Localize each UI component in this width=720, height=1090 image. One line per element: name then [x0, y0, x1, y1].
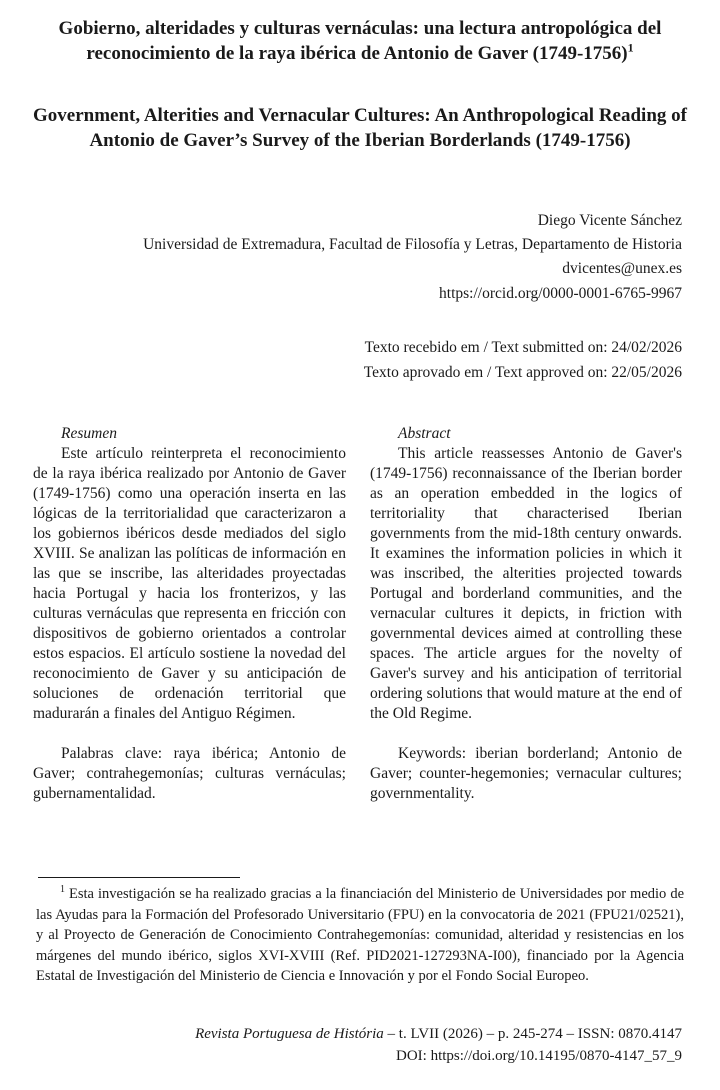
footnote-divider — [38, 877, 240, 878]
resumen-heading: Resumen — [61, 425, 117, 442]
footnote — [36, 884, 684, 987]
abstract-heading: Abstract — [398, 425, 451, 442]
author-orcid-link[interactable]: https://orcid.org/0000-0001-6765-9967 — [439, 285, 682, 302]
abstract-column — [370, 424, 682, 804]
english-title: Government, Alterities and Vernacular Cultures: An Anthropological Reading of Antonio de Gaver’s Survey of the Iberian Borderlands (1749-1756) — [33, 105, 687, 151]
abstract-keywords: Keywords: iberian borderland; Antonio de Gaver; counter-hegemonies; vernacular cultures; governmentality. — [370, 745, 682, 802]
spanish-title-text: Gobierno, alteridades y culturas vernáculas: una lectura antropológica del reconocimiento de la raya ibérica de Antonio de Gaver (1749-1756) — [58, 18, 662, 64]
author-affiliation: Universidad de Extremadura, Facultad de Filosofía y Letras, Departamento de Historia — [143, 236, 682, 253]
resumen-keywords: Palabras clave: raya ibérica; Antonio de Gaver; contrahegemonías; culturas vernáculas; gubernamentalidad. — [33, 745, 346, 802]
resumen-body: Este artículo reinterpreta el reconocimiento de la raya ibérica realizado por Antonio de Gaver (1749-1756) como una operación inserta en las lógicas de la territorialidad que caracterizaron a los gobiernos ibéricos desde mediados del siglo XVIII. Se analizan las políticas de información en las que se inscribe, las alteridades proyectadas hacia Portugal y hacia los fronterizos, y las culturas vernáculas que representa en fricción con dispositivos de gobierno orientados a controlar estos espacios. El artículo sostiene la novedad del reconocimiento de Gaver y su anticipación de soluciones de ordenación territorial que madurarán a finales del Antiguo Régimen. — [33, 445, 346, 722]
doi-link[interactable]: DOI: https://doi.org/10.14195/0870-4147_57_9 — [396, 1048, 682, 1064]
spanish-title — [28, 16, 692, 66]
footnote-mark: 1 — [60, 884, 65, 896]
author-email[interactable]: dvicentes@unex.es — [562, 260, 682, 277]
footnote-reference[interactable]: 1 — [627, 40, 634, 55]
journal-name: Revista Portuguesa de História — [195, 1026, 384, 1042]
footnote-text: Esta investigación se ha realizado gracias a la financiación del Ministerio de Universidades por medio de las Ayudas para la Formación del Profesorado Universitario (FPU) en la convocatoria de 2021 (FPU21/02521), y al Proyecto de Generación de Conocimiento Contrahegemonías: comunidad, alteridad y resistencias en los márgenes del mundo ibérico, siglos XVI-XVIII (Ref. PID2021-127293NA-I00), financiado por la Agencia Estatal de Investigación del Ministerio de Ciencia e Innovación y por el Fondo Social Europeo. — [36, 886, 685, 984]
journal-citation — [195, 1023, 682, 1045]
author-name: Diego Vicente Sánchez — [537, 212, 682, 229]
resumen-column — [33, 424, 346, 804]
citation-details: – t. LVII (2026) – p. 245-274 – ISSN: 0870.4147 — [383, 1026, 682, 1042]
submitted-date: Texto recebido em / Text submitted on: 24/02/2026 — [364, 339, 682, 356]
approved-date: Texto aprovado em / Text approved on: 22/05/2026 — [363, 364, 682, 381]
abstract-body: This article reassesses Antonio de Gaver's (1749-1756) reconnaissance of the Iberian border as an operation embedded in the logics of territoriality that characterised Iberian governments from the mid-18th century onwards. It examines the information policies in which it was inscribed, the alterities projected towards Portugal and borderland communities, and the vernacular cultures it depicts, in friction with governmental devices aimed at controlling these spaces. The article argues for the novelty of Gaver's survey and his anticipation of territorial ordering solutions that would mature at the end of the Old Regime. — [370, 445, 682, 722]
